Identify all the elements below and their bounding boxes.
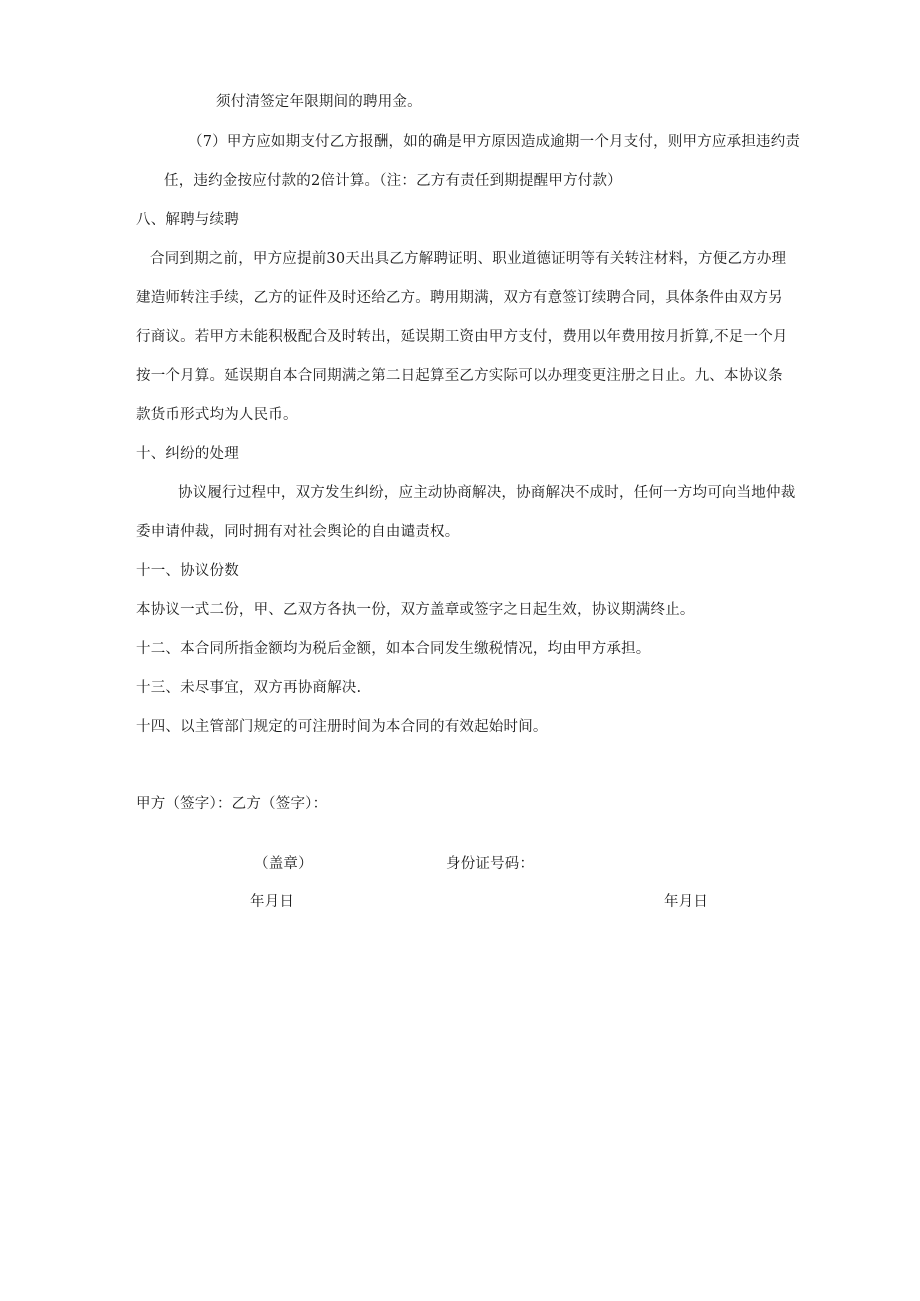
section-10-line-2: 委申请仲裁，同时拥有对社会舆论的自由谴责权。 — [136, 524, 460, 540]
date-left: 年月日 — [250, 894, 295, 910]
section-12-text: 十二、本合同所指金额均为税后金额，如本合同发生缴税情况，均由甲方承担。 — [136, 641, 651, 657]
seal-label: （盖章） — [254, 856, 313, 872]
section-10-heading: 十、纠纷的处理 — [136, 446, 239, 462]
section-8-line-4: 按一个月算。延误期自本合同期满之第二日起算至乙方实际可以办理变更注册之日止。九、本协议条 — [136, 368, 783, 384]
section-8-line-3: 行商议。若甲方未能积极配合及时转出，延误期工资由甲方支付，费用以年费用按月折算,不足一个月 — [136, 329, 788, 345]
section-11-heading: 十一、协议份数 — [136, 563, 239, 579]
clause-7-line-1: （7）甲方应如期支付乙方报酬，如的确是甲方原因造成逾期一个月支付，则甲方应承担违约责 — [188, 134, 801, 150]
id-number-label: 身份证号码： — [446, 856, 535, 872]
section-11-body: 本协议一式二份，甲、乙双方各执一份，双方盖章或签字之日起生效，协议期满终止。 — [136, 602, 695, 618]
section-8-line-1: 合同到期之前，甲方应提前30天出具乙方解聘证明、职业道德证明等有关转注材料，方便乙方办理 — [150, 251, 787, 267]
continuation-text: 须付清签定年限期间的聘用金。 — [216, 94, 422, 110]
date-right: 年月日 — [664, 894, 709, 910]
section-13-text: 十三、未尽事宜，双方再协商解决. — [136, 680, 362, 696]
section-8-line-2: 建造师转注手续，乙方的证件及时还给乙方。聘用期满，双方有意签订续聘合同，具体条件由双方另 — [136, 290, 783, 306]
section-8-line-5: 款货币形式均为人民币。 — [136, 407, 298, 423]
section-10-line-1: 协议履行过程中，双方发生纠纷，应主动协商解决，协商解决不成时，任何一方均可向当地仲裁 — [178, 485, 796, 501]
section-14-text: 十四、以主管部门规定的可注册时间为本合同的有效起始时间。 — [136, 719, 548, 735]
clause-7-line-2: 任，违约金按应付款的2倍计算。（注：乙方有责任到期提醒甲方付款） — [164, 173, 622, 189]
signature-parties-line: 甲方（签字）：乙方（签字）： — [136, 796, 328, 812]
section-8-heading: 八、解聘与续聘 — [136, 212, 239, 228]
